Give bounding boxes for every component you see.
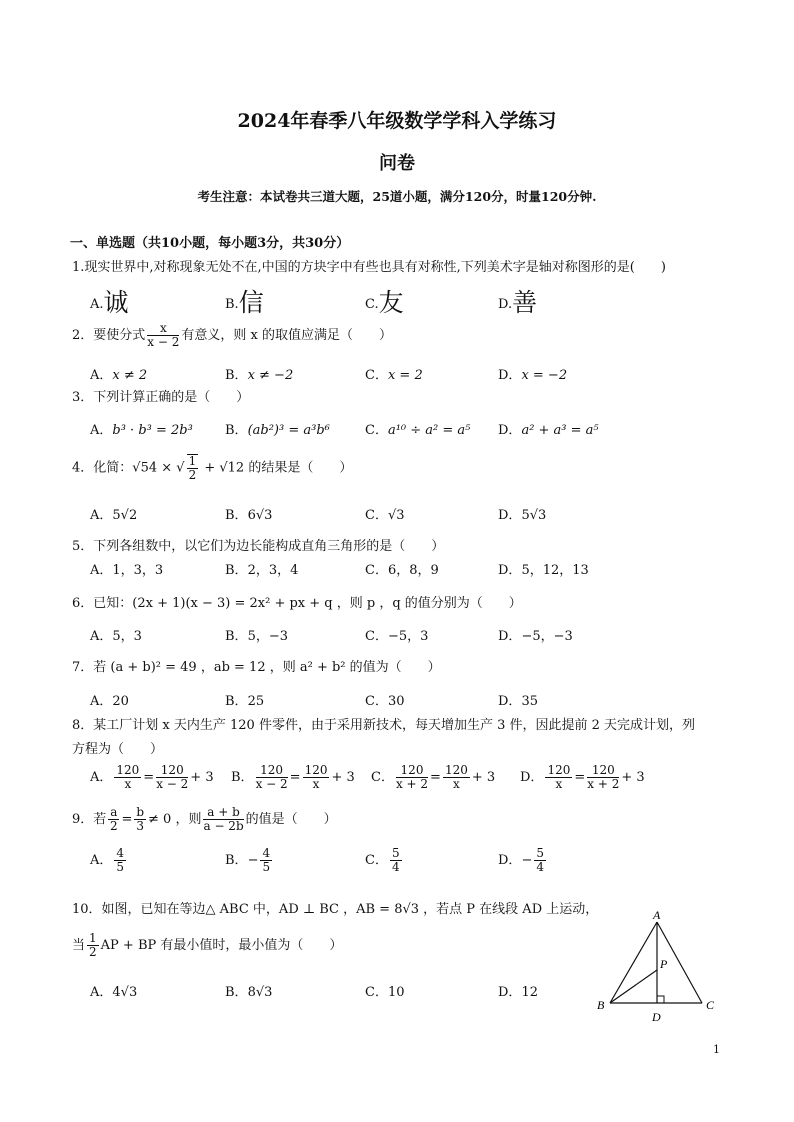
label-c: C — [706, 998, 715, 1012]
option-8a: A． $\frac{120}{x}$ = $\frac{120}{x - 2}$ + 3 — [90, 763, 214, 792]
label-d: D — [652, 1010, 661, 1024]
question-8-stem-line2: 方程为（ ） — [72, 742, 164, 757]
exam-title: 2024年春季八年级数学学科入学练习 — [237, 110, 557, 132]
question-9-stem: 9．若 $\frac{a}{2}$ = $\frac{b}{3}$ ≠ 0 ，则 $\frac{a + b}{a - 2b}$ 的值是（ ） — [72, 805, 337, 834]
question-10-stem-line1: 10．如图，已知在等边△ ABC 中，AD ⊥ BC ，AB = 8√3 ，若点 P 在线段 AD 上运动， — [72, 902, 599, 917]
label-a: A — [653, 908, 661, 922]
question-6-stem: 6．已知：(2x + 1)(x − 3) = 2x² + px + q ，则 p ，q 的值分别为（ ） — [72, 596, 522, 611]
question-10-stem-line2: 当 $\frac{1}{2}$ AP + BP 有最小值时，最小值为（ ） — [72, 931, 343, 960]
exam-page: 2024年春季八年级数学学科入学练习 问卷 考生注意：本试卷共三道大题，25道小题，满分120分，时量120分钟. 一、单选题（共10小题，每小题3分，共30分） 1.现实世界中,对称现象无处不在,中国的方块字中有些也具有对称性,下列美术字是轴对称图形的是( ) A.诚 B.信 C.友 D.善 2．要使分式 $\frac{x}{x - 2}$ 有意义，则 x 的取值应满足（ ） A．x ≠ 2 B．x ≠ −2 C．x = 2 D．x = −2 3．下列计算正确的是（ ） A．b³ · b³ = 2b³ B．(ab²)³ = a³b⁶ C．a¹⁰ ÷ a² = a⁵ D．a² + a³ = a⁵ 4．化简：√54 × √ $\frac{1}{2}$ + √12 的结果是（ ） A．5√2 B．6√3 C．√3 D．5√3 5．下列各组数中，以它们为边长能构成直角三角形的是（ ） A．1，3，3 B．2，3，4 C．6，8，9 D．5，12，13 6．已知：(2x + 1)(x − 3) = 2x² + px + q ，则 p ，q 的值分别为（ ） A．5，3 B．5，−3 C．−5，3 D．−5，−3 7．若 (a + b)² = 49 ，ab = 12 ，则 a² + b² 的值为（ ） A．20 B．25 C．30 D．35 8．某工厂计划 x 天内生产 120 件零件，由于采用新技术，每天增加生产 3 件，因此提前 2 天完成计划，列 方程为（ ） A． $\frac{120}{x}$ = $\frac{120}{x - 2}$ + 3 B． $\frac{120}{x - 2}$ = $\frac{120}{x}$ + 3 C． $\frac{120}{x + 2}$ = $\frac{120}{x}$ + 3 D． $\frac{120}{x}$ = $\frac{120}{x + 2}$ + 3 9．若 $\frac{a}{2}$ = $\frac{b}{3}$ ≠ 0 ，则 $\frac{a + b}{a - 2b}$ 的值是（ ） A． $\frac{4}{5}$ B．− $\frac{4}{5}$ C． $\frac{5}{4}$ D．− $\frac{5}{4}$ 10．如图，已知在等边△ ABC 中，AD ⊥ BC ，AB = 8√3 ，若点 P 在线段 AD 上运动， 当 $\frac{1}{2}$ AP + BP 有最小值时，最小值为（ ） A．4√3 B．8√3 C．10 D．12 A B C D P 1 — [0, 0, 794, 1122]
label-b: B — [597, 998, 605, 1012]
segment-bp — [610, 970, 657, 1003]
option-1d: D.善 — [498, 288, 538, 317]
exam-notice: 考生注意：本试卷共三道大题，25道小题，满分120分，时量120分钟. — [197, 189, 597, 204]
question-8-stem-line1: 8．某工厂计划 x 天内生产 120 件零件，由于采用新技术，每天增加生产 3 件，因此提前 2 天完成计划，列 — [72, 718, 696, 733]
exam-subtitle: 问卷 — [379, 153, 415, 174]
right-angle-mark — [657, 996, 664, 1003]
option-1c: C.友 — [365, 288, 404, 317]
question-3-stem: 3．下列计算正确的是（ ） — [72, 390, 250, 405]
section-title: 一、单选题（共10小题，每小题3分，共30分） — [70, 236, 350, 251]
option-1b: B.信 — [225, 288, 264, 317]
triangle-figure — [590, 908, 720, 1028]
option-8d: D． $\frac{120}{x}$ = $\frac{120}{x + 2}$ + 3 — [520, 763, 645, 792]
fraction: $\frac{1}{2}$ — [188, 454, 197, 483]
question-1-stem: 1.现实世界中,对称现象无处不在,中国的方块字中有些也具有对称性,下列美术字是轴对称图形的是( ) — [72, 260, 666, 275]
fraction: $\frac{x}{x - 2}$ — [147, 321, 180, 350]
question-4-stem: 4．化简：√54 × √ $\frac{1}{2}$ + √12 的结果是（ ） — [72, 454, 353, 483]
option-1a: A.诚 — [90, 288, 129, 317]
question-2-stem: 2．要使分式 $\frac{x}{x - 2}$ 有意义，则 x 的取值应满足（ ） — [72, 321, 392, 350]
option-8c: C． $\frac{120}{x + 2}$ = $\frac{120}{x}$ + 3 — [371, 763, 496, 792]
question-7-stem: 7．若 (a + b)² = 49 ，ab = 12 ，则 a² + b² 的值为（ ） — [72, 660, 441, 675]
option-8b: B． $\frac{120}{x - 2}$ = $\frac{120}{x}$ + 3 — [231, 763, 355, 792]
side-ab — [610, 922, 657, 1003]
page-number: 1 — [713, 1043, 720, 1056]
question-5-stem: 5．下列各组数中，以它们为边长能构成直角三角形的是（ ） — [72, 539, 445, 554]
label-p: P — [660, 957, 668, 971]
